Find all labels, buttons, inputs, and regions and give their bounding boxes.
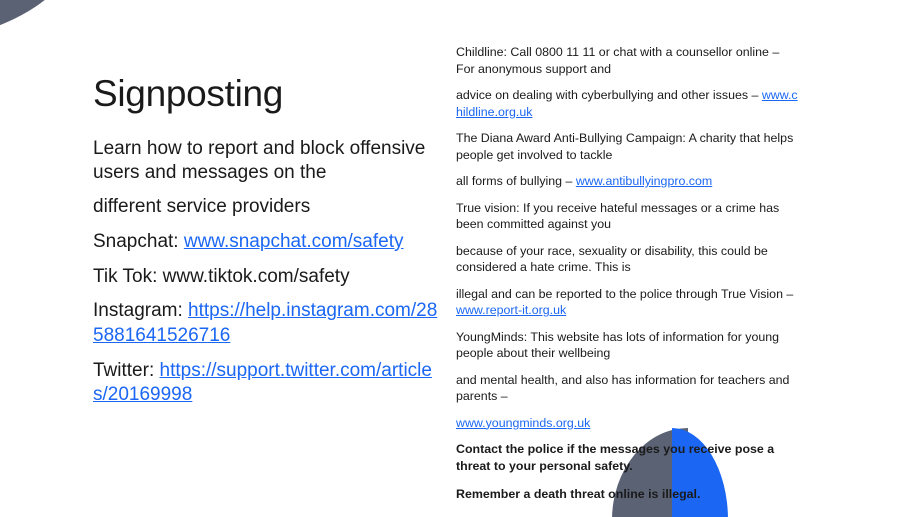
report-text: illegal and can be reported to the police through True Vision – bbox=[456, 286, 794, 301]
mental-health-paragraph: and mental health, and also has information for teachers and parents – bbox=[456, 372, 790, 403]
left-content-column bbox=[93, 74, 443, 418]
decorative-corner-shape bbox=[0, 0, 88, 42]
twitter-label: Twitter: bbox=[93, 359, 160, 381]
antibullyingpro-link[interactable]: www.antibullyingpro.com bbox=[575, 174, 713, 188]
bullying-forms-text: all forms of bullying – bbox=[456, 174, 576, 188]
youngminds-link[interactable]: www.youngminds.org.uk bbox=[456, 415, 591, 430]
snapchat-line bbox=[93, 230, 443, 255]
true-vision-paragraph: True vision: If you receive hateful messages or a crime has been committed against you bbox=[456, 200, 780, 231]
childline-advice-paragraph bbox=[456, 87, 798, 120]
snapchat-link[interactable]: www.snapchat.com/safety bbox=[183, 231, 404, 252]
death-threat-paragraph: Remember a death threat online is illegal. bbox=[456, 487, 701, 501]
right-content-column bbox=[456, 44, 798, 515]
snapchat-label: Snapchat: bbox=[93, 231, 184, 252]
report-it-link[interactable]: www.report-it.org.uk bbox=[456, 303, 567, 317]
instagram-link[interactable]: https://help.instagram.com/285881641526716 bbox=[93, 300, 438, 347]
childline-advice-text: advice on dealing with cyberbullying and other issues – bbox=[456, 88, 762, 102]
childline-link[interactable]: www.childline.org.uk bbox=[456, 88, 798, 119]
instagram-line bbox=[93, 299, 443, 348]
lead-paragraph: Learn how to report and block offensive users and messages on the bbox=[93, 137, 426, 183]
bullying-forms-paragraph bbox=[456, 173, 798, 190]
providers-line: different service providers bbox=[93, 196, 311, 218]
diana-award-paragraph: The Diana Award Anti-Bullying Campaign: A charity that helps people get involved to tackle bbox=[456, 131, 794, 162]
twitter-line bbox=[93, 359, 443, 408]
twitter-link[interactable]: https://support.twitter.com/articles/20169998 bbox=[93, 359, 432, 406]
youngminds-link-paragraph bbox=[456, 415, 798, 432]
contact-police-paragraph: Contact the police if the messages you receive pose a threat to your personal safety. bbox=[456, 442, 775, 473]
youngminds-paragraph: YoungMinds: This website has lots of information for young people about their wellbeing bbox=[456, 329, 780, 360]
childline-paragraph: Childline: Call 0800 11 11 or chat with a counsellor online – For anonymous support and bbox=[456, 45, 780, 76]
tiktok-line: Tik Tok: www.tiktok.com/safety bbox=[93, 265, 350, 287]
instagram-label: Instagram: bbox=[93, 300, 189, 322]
hate-crime-paragraph: because of your race, sexuality or disability, this could be considered a hate crime. This is bbox=[456, 243, 768, 274]
page-title: Signposting bbox=[93, 73, 284, 114]
report-paragraph bbox=[456, 286, 798, 319]
